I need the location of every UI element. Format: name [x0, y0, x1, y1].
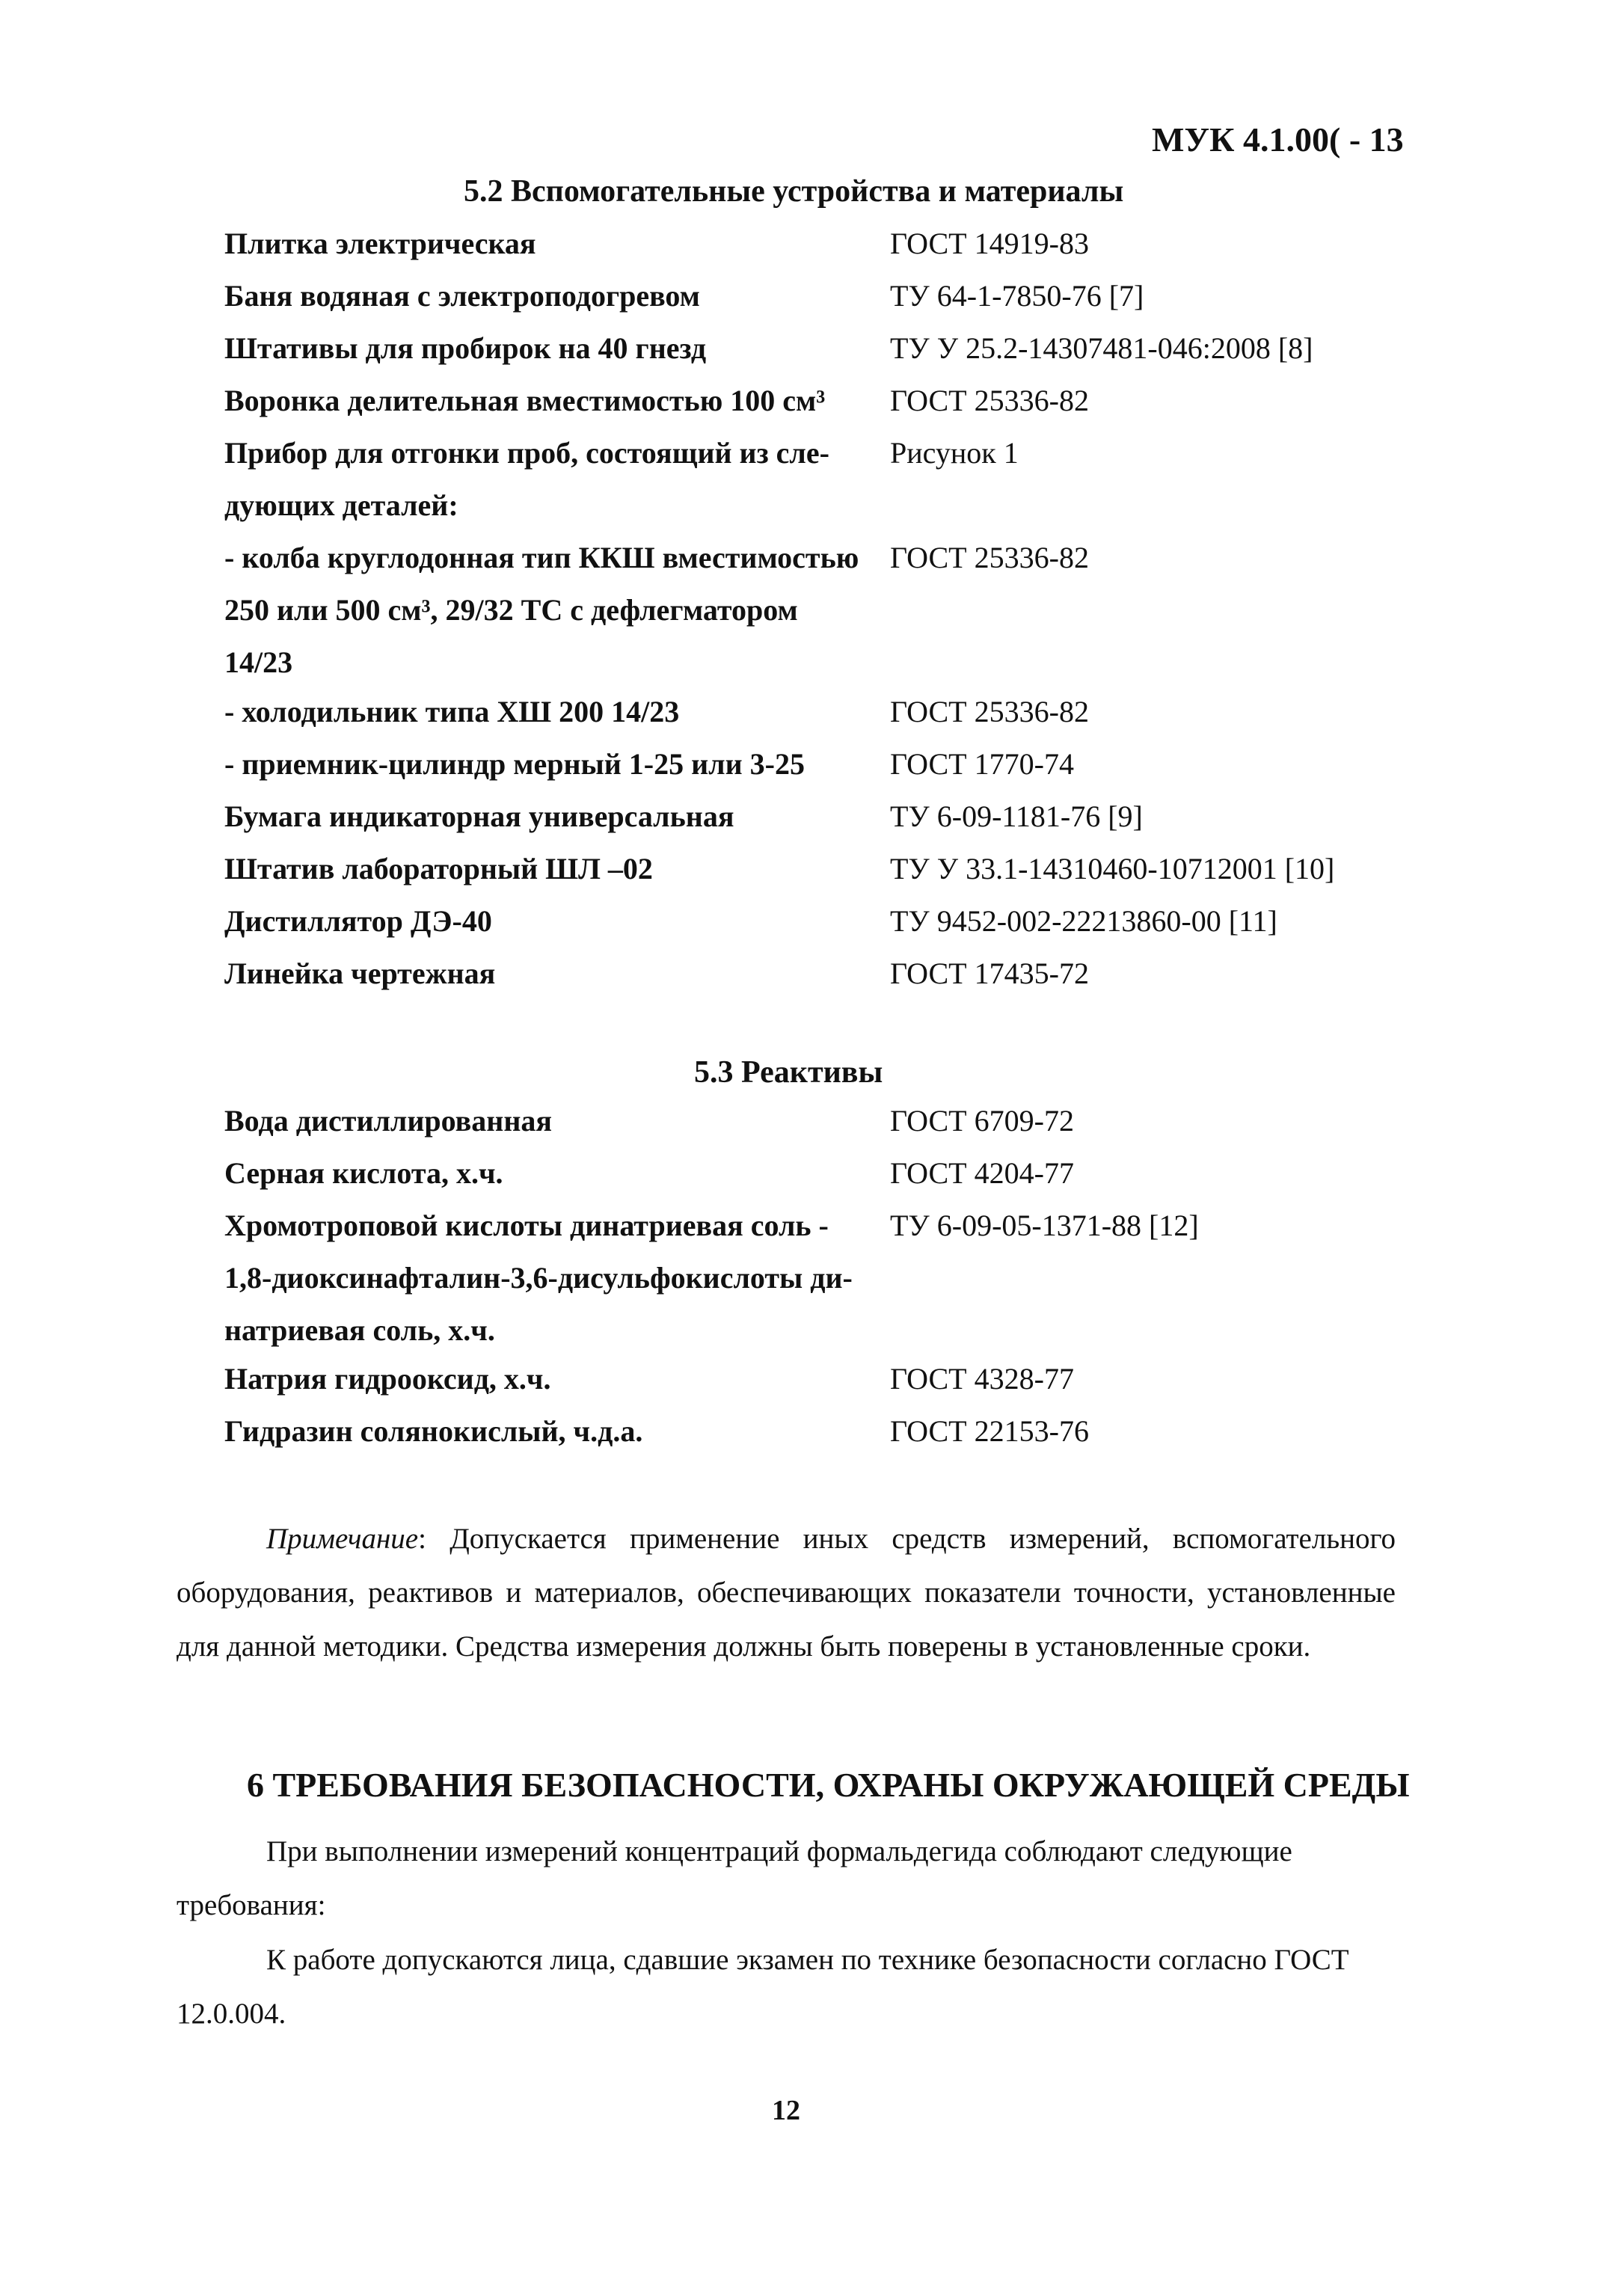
- item-name-line: дующих деталей:: [224, 488, 458, 522]
- item-standard: ГОСТ 1770-74: [890, 747, 1074, 781]
- item-name-line: Баня водяная с электроподогревом: [224, 279, 700, 313]
- item-standard: ГОСТ 25336-82: [890, 695, 1089, 728]
- item-name-line: - приемник-цилиндр мерный 1-25 или 3-25: [224, 747, 805, 781]
- item-standard: ГОСТ 6709-72: [890, 1104, 1074, 1138]
- item-name-line: - колба круглодонная тип ККШ вместимостью: [224, 541, 859, 574]
- item-name-line: 14/23: [224, 645, 293, 679]
- item-name-line: Вода дистиллированная: [224, 1104, 553, 1138]
- item-standard: ТУ 64-1-7850-76 [7]: [890, 279, 1144, 313]
- section-6-paragraph-1: При выполнении измерений концентраций формальдегида соблюдают следующие требования:: [177, 1835, 1292, 1921]
- item-standard: ГОСТ 4328-77: [890, 1362, 1074, 1396]
- item-name-line: Серная кислота, х.ч.: [224, 1156, 503, 1190]
- note-label: Примечание: [266, 1523, 419, 1555]
- item-name-line: - холодильник типа ХШ 200 14/23: [224, 695, 680, 728]
- document-code: МУК 4.1.00( - 13: [1152, 120, 1404, 159]
- item-name-line: Натрия гидрооксид, х.ч.: [224, 1362, 551, 1396]
- section-6-paragraph-2: К работе допускаются лица, сдавшие экзамен по технике безопасности согласно ГОСТ 12.0.004.: [177, 1944, 1349, 2030]
- item-name-line: Линейка чертежная: [224, 957, 496, 990]
- item-standard: ГОСТ 22153-76: [890, 1414, 1089, 1448]
- item-standard: ГОСТ 25336-82: [890, 384, 1089, 417]
- note-paragraph: [177, 1512, 1396, 1674]
- item-name-line: Штативы для пробирок на 40 гнезд: [224, 331, 707, 365]
- item-standard: ТУ 6-09-05-1371-88 [12]: [890, 1209, 1199, 1242]
- item-name-line: Плитка электрическая: [224, 227, 536, 260]
- item-standard: ГОСТ 25336-82: [890, 541, 1089, 574]
- section-6-heading: 6 ТРЕБОВАНИЯ БЕЗОПАСНОСТИ, ОХРАНЫ ОКРУЖАЮЩЕЙ СРЕДЫ: [247, 1766, 1410, 1804]
- section-5-3-title: 5.3 Реактивы: [694, 1055, 883, 1090]
- item-name-line: Дистиллятор ДЭ-40: [224, 904, 492, 938]
- item-name-line: 1,8-диоксинафталин-3,6-дисульфокислоты ди-: [224, 1261, 853, 1295]
- note-text: : Допускается применение иных средств измерений, вспомогательного оборудования, реактивов и материалов, обеспечивающих показатели точности, установленные для данной методики. Средства измерения должны быть поверены в установленные сроки.: [177, 1523, 1396, 1663]
- item-standard: Рисунок 1: [890, 436, 1019, 470]
- item-standard: ТУ 9452-002-22213860-00 [11]: [890, 904, 1277, 938]
- item-name-line: натриевая соль, х.ч.: [224, 1313, 495, 1347]
- item-name-line: Гидразин солянокислый, ч.д.а.: [224, 1414, 643, 1448]
- item-standard: ТУ У 25.2-14307481-046:2008 [8]: [890, 331, 1313, 365]
- item-name-line: 250 или 500 см³, 29/32 ТС с дефлегматором: [224, 593, 798, 627]
- item-standard: ГОСТ 17435-72: [890, 957, 1089, 990]
- item-name-line: Прибор для отгонки проб, состоящий из сле-: [224, 436, 829, 470]
- page-number: 12: [772, 2095, 800, 2126]
- item-standard: ГОСТ 4204-77: [890, 1156, 1074, 1190]
- item-name-line: Штатив лабораторный ШЛ –02: [224, 852, 653, 885]
- item-name-line: Бумага индикаторная универсальная: [224, 799, 734, 833]
- item-standard: ТУ 6-09-1181-76 [9]: [890, 799, 1143, 833]
- item-name-line: Воронка делительная вместимостью 100 см³: [224, 384, 826, 417]
- section-5-2-title: 5.2 Вспомогательные устройства и материалы: [464, 174, 1124, 209]
- item-standard: ГОСТ 14919-83: [890, 227, 1089, 260]
- item-standard: ТУ У 33.1-14310460-10712001 [10]: [890, 852, 1335, 885]
- item-name-line: Хромотроповой кислоты динатриевая соль -: [224, 1209, 829, 1242]
